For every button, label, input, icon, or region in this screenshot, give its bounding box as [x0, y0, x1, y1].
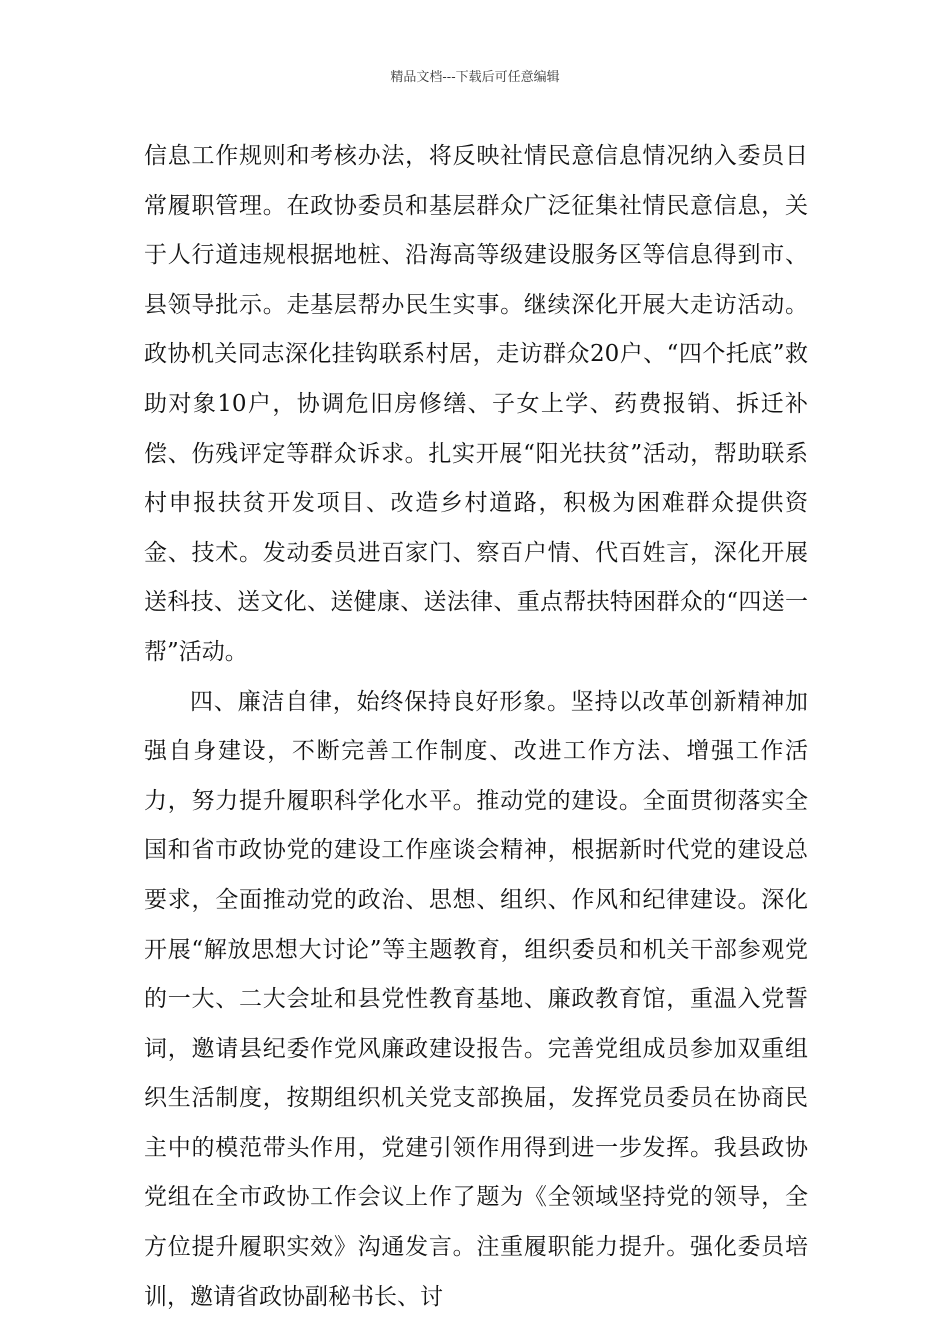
paragraph: 信息工作规则和考核办法，将反映社情民意信息情况纳入委员日常履职管理。在政协委员和基层群众广泛征集社情民意信息，关于人行道违规根据地桩、沿海高等级建设服务区等信息得到市、县领导批示。走基层帮办民生实事。继续深化开展大走访活动。政协机关同志深化挂钩联系村居，走访群众20户、“四个托底”救助对象10户，协调危旧房修缮、子女上学、药费报销、拆迁补偿、伤残评定等群众诉求。扎实开展“阳光扶贫”活动，帮助联系村申报扶贫开发项目、改造乡村道路，积极为困难群众提供资金、技术。发动委员进百家门、察百户情、代百姓言，深化开展送科技、送文化、送健康、送法律、重点帮扶特困群众的“四送一帮”活动。	[144, 143, 808, 665]
document-body	[144, 132, 808, 1322]
paragraph: 四、廉洁自律，始终保持良好形象。坚持以改革创新精神加强自身建设，不断完善工作制度、改进工作方法、增强工作活力，努力提升履职科学化水平。推动党的建设。全面贯彻落实全国和省市政协党的建设工作座谈会精神，根据新时代党的建设总要求，全面推动党的政治、思想、组织、作风和纪律建设。深化开展“解放思想大讨论”等主题教育，组织委员和机关干部参观党的一大、二大会址和县党性教育基地、廉政教育馆，重温入党誓词，邀请县纪委作党风廉政建设报告。完善党组成员参加双重组织生活制度，按期组织机关党支部换届，发挥党员委员在协商民主中的模范带头作用，党建引领作用得到进一步发挥。我县政协党组在全市政协工作会议上作了题为《全领域坚持党的领导，全方位提升履职实效》沟通发言。注重履职能力提升。强化委员培训，邀请省政协副秘书长、讨	[144, 688, 808, 1310]
page-header: 精品文档---下载后可任意编辑	[390, 70, 560, 85]
